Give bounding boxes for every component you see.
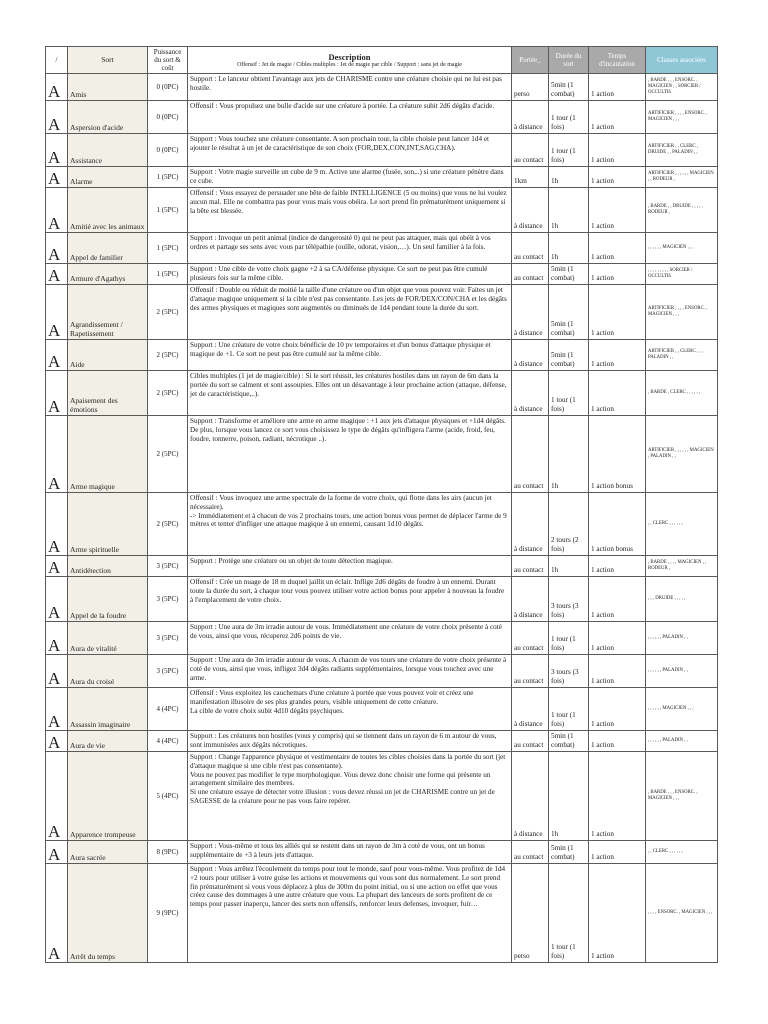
spell-classes: ARTIFICIER , , , , ENSORC. , MAGICIEN , , ,	[646, 101, 718, 134]
spell-name: Apaisement des émotions	[68, 371, 148, 416]
spell-name: Alarme	[68, 167, 148, 188]
spell-duration: 1h	[549, 752, 589, 841]
spell-power: 1 (5PC)	[148, 264, 188, 285]
spell-power: 2 (5PC)	[148, 340, 188, 371]
spell-name: Assassin imaginaire	[68, 688, 148, 731]
spell-range: 1km	[512, 167, 549, 188]
spell-duration: 5min (1 combat)	[549, 74, 589, 101]
spell-power: 4 (4PC)	[148, 688, 188, 731]
spell-row	[46, 188, 718, 233]
spell-power: 3 (5PC)	[148, 577, 188, 622]
spell-range: au contact	[512, 264, 549, 285]
spell-range: au contact	[512, 134, 549, 167]
spell-level-letter: A	[46, 101, 68, 134]
spell-description: Offensif : Vous exploitez les cauchemars d'une créature à portée que vous pouvez voir et créez une manifestation illusoire de ses plus grandes peurs, visible uniquement de cette créature. La cible de votre choix subit 4d10 dégâts psychiques.	[188, 688, 512, 731]
spell-range: à distance	[512, 688, 549, 731]
spell-level-letter: A	[46, 416, 68, 493]
spell-row	[46, 622, 718, 655]
spell-range: perso	[512, 74, 549, 101]
spell-level-letter: A	[46, 264, 68, 285]
spell-power: 8 (9PC)	[148, 841, 188, 864]
spell-name: Antidétection	[68, 556, 148, 577]
spell-range: à distance	[512, 285, 549, 340]
spell-classes: , , CLERC , , , , , ,	[646, 841, 718, 864]
spell-duration: 1h	[549, 556, 589, 577]
spell-classes: ARTIFICIER , , CLERC , , , PALADIN , ,	[646, 340, 718, 371]
header-duration: Durée du sort	[549, 47, 589, 74]
spell-power: 2 (5PC)	[148, 493, 188, 556]
spell-row	[46, 101, 718, 134]
spell-power: 1 (5PC)	[148, 188, 188, 233]
header-row	[46, 47, 718, 74]
spell-duration: 1 tour (1 fois)	[549, 134, 589, 167]
spell-cast-time: 1 action	[589, 167, 646, 188]
header-description	[188, 47, 512, 74]
spell-power: 2 (5PC)	[148, 285, 188, 340]
spell-range: à distance	[512, 340, 549, 371]
spell-range: à distance	[512, 752, 549, 841]
spell-power: 3 (5PC)	[148, 556, 188, 577]
spell-classes: , BARDE , CLERC , , , , , ,	[646, 371, 718, 416]
spell-description: Support : Une cible de votre choix gagne +2 à sa CA/défense physique. Ce sort ne peut pas être cumulé plusieurs fois sur la même cible.	[188, 264, 512, 285]
spell-level-letter: A	[46, 74, 68, 101]
spell-level-letter: A	[46, 340, 68, 371]
spell-classes: ARTIFICIER , , CLERC , DRUIDE , , PALADIN , ,	[646, 134, 718, 167]
spell-cast-time: 1 action bonus	[589, 493, 646, 556]
spell-power: 1 (5PC)	[148, 233, 188, 264]
spell-name: Aura du croisé	[68, 655, 148, 688]
spell-power: 9 (9PC)	[148, 864, 188, 963]
spell-classes: , BARDE , , , ENSORC. , MAGICIEN , , SORCIER / OCCULTIS	[646, 74, 718, 101]
spell-name: Agrandissement / Rapetissement	[68, 285, 148, 340]
spell-power: 1 (5PC)	[148, 167, 188, 188]
spell-classes: , , CLERC , , , , , ,	[646, 493, 718, 556]
spell-range: à distance	[512, 577, 549, 622]
spell-level-letter: A	[46, 655, 68, 688]
spell-range: au contact	[512, 655, 549, 688]
spell-row	[46, 264, 718, 285]
spell-row	[46, 864, 718, 963]
spell-name: Appel de la foudre	[68, 577, 148, 622]
spell-cast-time: 1 action	[589, 101, 646, 134]
spell-name: Aura sacrée	[68, 841, 148, 864]
spell-level-letter: A	[46, 752, 68, 841]
spell-level-letter: A	[46, 134, 68, 167]
spell-description: Support : Vous-même et tous les alliés qui se restent dans un rayon de 3m à coté de vous, ont un bonus supplémentaire de +3 à leurs jets d'attaque.	[188, 841, 512, 864]
spell-table	[45, 46, 718, 963]
spell-range: au contact	[512, 841, 549, 864]
spell-duration: 2 tours (2 fois)	[549, 493, 589, 556]
spell-description: Offensif : Crée un nuage de 18 m duquel jaillit un éclair. Inflige 2d6 dégâts de foudre à un ennemi. Durant toute la durée du sort, à chaque tour vous pouvez utiliser votre action bonus pour appeler à nouveau la foudre à l'emplacement de votre choix.	[188, 577, 512, 622]
spell-level-letter: A	[46, 493, 68, 556]
spell-range: au contact	[512, 233, 549, 264]
spell-cast-time: 1 action	[589, 371, 646, 416]
spell-classes: , BARDE , , , , MAGICIEN , , RODEUR ,	[646, 556, 718, 577]
spell-name: Aspersion d'acide	[68, 101, 148, 134]
spell-name: Appel de familier	[68, 233, 148, 264]
spell-cast-time: 1 action bonus	[589, 416, 646, 493]
spell-name: Arme magique	[68, 416, 148, 493]
spell-cast-time: 1 action	[589, 731, 646, 752]
spell-duration: 1 tour (1 fois)	[549, 101, 589, 134]
spell-level-letter: A	[46, 556, 68, 577]
spell-level-letter: A	[46, 577, 68, 622]
spell-name: Amis	[68, 74, 148, 101]
spell-classes: , , , , , , MAGICIEN , , ,	[646, 688, 718, 731]
spell-row	[46, 841, 718, 864]
spell-sheet	[45, 46, 718, 963]
spell-description: Support : Invoque un petit animal (indice de dangerosité 0) qui ne peut pas attaquer, mais qui obéit à vos ordres et partage ses sens avec vous par télépathie (ouïlle, odorat, vision,…). Un seul familier à la fois.	[188, 233, 512, 264]
header-description-subtitle: Offensif : Jet de magie / Cibles multiples : Jet de magie par cible / Support : sans jet de magie	[237, 61, 462, 68]
spell-description: Offensif : Vous essayez de persuader une bête de faible INTELLIGENCE (5 ou moins) que vous ne lui voulez aucun mal. Elle ne combattra pas pour vous mais vous obéira. Le sort prend fin prématurément uniquement si la bête est blessée.	[188, 188, 512, 233]
spell-name: Apparence trompeuse	[68, 752, 148, 841]
spell-duration: 3 tours (3 fois)	[549, 655, 589, 688]
spell-level-letter: A	[46, 285, 68, 340]
header-range: Portée_	[512, 47, 549, 74]
spell-classes: ARTIFICIER , , , , , , MAGICIEN , , RODEUR ,	[646, 167, 718, 188]
spell-description: Support : Une créature de votre choix bénéficie de 10 pv temporaires et d'un bonus d'attaque physique et magique de +1. Ce sort ne peut pas être cumulé sur la même cible.	[188, 340, 512, 371]
spell-cast-time: 1 action	[589, 688, 646, 731]
header-cast-time: Temps d'incantation	[589, 47, 646, 74]
spell-row	[46, 167, 718, 188]
spell-range: au contact	[512, 731, 549, 752]
spell-cast-time: 1 action	[589, 841, 646, 864]
spell-classes: ARTIFICIER , , , , , , MAGICIEN , PALADIN , ,	[646, 416, 718, 493]
spell-classes: , , , , ENSORC. , MAGICIEN , , ,	[646, 864, 718, 963]
spell-range: au contact	[512, 556, 549, 577]
spell-row	[46, 577, 718, 622]
spell-description: Support : Change l'apparence physique et vestimentaire de toutes les cibles choisies dans la portée du sort (jet d'attaque magique si une cible n'est pas consentante). Vous ne pouvez pas modifier le type morphologique. Vous devez donc choisir une forme qui présente un arrangement similaire des membres. Si une créature essaye de détecter votre illusion : vous devez réussi un jet de CHARISME contre un jet de SAGESSE de la créature pour ne pas vous faire repérer.	[188, 752, 512, 841]
spell-row	[46, 340, 718, 371]
spell-duration: 5min (1 combat)	[549, 264, 589, 285]
spell-duration: 5min (1 combat)	[549, 285, 589, 340]
spell-level-letter: A	[46, 167, 68, 188]
spell-description: Support : Transforme et améliore une arme en arme magique : +1 aux jets d'attaque physiques et +1d4 dégâts. De plus, lorsque vous lancez ce sort vous choisissez le type de dégâts qu'infligera l'arme (acide, froid, feu, foudre, tonnerre, poison, radiant, nécrotique ..).	[188, 416, 512, 493]
spell-row	[46, 731, 718, 752]
spell-range: au contact	[512, 622, 549, 655]
spell-description: Offensif : Vous invoquez une arme spectrale de la forme de votre choix, qui flotte dans les airs (aucun jet nécessaire). -> Immédiatement et à chacun de vos 2 prochains tours, une action bonus vous permet de déplacer l'arme de 9 mètres et tenter d'infliger une attaque magique à un ennemi, causant 1d10 dégâts.	[188, 493, 512, 556]
spell-duration: 1h	[549, 416, 589, 493]
spell-name: Armure d'Agathys	[68, 264, 148, 285]
spell-row	[46, 285, 718, 340]
spell-row	[46, 134, 718, 167]
spell-level-letter: A	[46, 731, 68, 752]
spell-duration: 5min (1 combat)	[549, 731, 589, 752]
spell-description: Support : Votre magie surveille un cube de 9 m. Active une alarme (fusée, son,..) si une créature pénètre dans ce cube.	[188, 167, 512, 188]
spell-range: au contact	[512, 416, 549, 493]
spell-name: Assistance	[68, 134, 148, 167]
spell-level-letter: A	[46, 188, 68, 233]
spell-classes: , , , , , , PALADIN , ,	[646, 731, 718, 752]
spell-name: Aura de vitalité	[68, 622, 148, 655]
header-sort: Sort	[68, 47, 148, 74]
spell-name: Aide	[68, 340, 148, 371]
spell-description: Support : Vous touchez une créature consentante. A son prochain tour, la cible choisie peut lancer 1d4 et ajouter le résultat à un jet de caractéristique de son choix (FOR,DEX,CON,INT,SAG,CHA).	[188, 134, 512, 167]
spell-cast-time: 1 action	[589, 74, 646, 101]
spell-range: à distance	[512, 101, 549, 134]
spell-name: Arme spirituelle	[68, 493, 148, 556]
spell-row	[46, 688, 718, 731]
spell-rows	[46, 74, 718, 963]
spell-row	[46, 233, 718, 264]
spell-power: 0 (0PC)	[148, 101, 188, 134]
spell-power: 0 (0PC)	[148, 134, 188, 167]
spell-duration: 1 tour (1 fois)	[549, 688, 589, 731]
spell-power: 4 (4PC)	[148, 731, 188, 752]
spell-duration: 1h	[549, 188, 589, 233]
spell-level-letter: A	[46, 233, 68, 264]
spell-row	[46, 493, 718, 556]
spell-row	[46, 655, 718, 688]
spell-description: Support : Une aura de 3m irradie autour de vous. Immédiatement une créature de votre choix présente à coté de vous, ainsi que vous, récuperez 2d6 points de vie.	[188, 622, 512, 655]
spell-row	[46, 556, 718, 577]
spell-description: Offensif : Double ou réduit de moitié la taille d'une créature ou d'un objet que vous pouvez voir. Faites un jet d'attaque magique uniquement si la cible n'est pas consentante. Les jets de FOR/DEX/CON/CHA et les dégâts des armes physiques et magiques sont augmentés ou diminués de 1d4 pendant toute la durée du sort.	[188, 285, 512, 340]
header-level: /	[46, 47, 68, 74]
spell-description: Support : Le lanceur obtient l'avantage aux jets de CHARISME contre une créature choisie qui ne lui est pas hostile.	[188, 74, 512, 101]
spell-description: Cibles multiples (1 jet de magie/cible) : Si le sort réussit, les créatures hostiles dans un rayon de 6m dans la portée du sort se calment et sont assoupies. Elles ont un désavantage à leur prochaine action (attaque, défense, jet de caractéristique,..).	[188, 371, 512, 416]
header-power: Puissance du sort & coût	[148, 47, 188, 74]
spell-cast-time: 1 action	[589, 233, 646, 264]
spell-cast-time: 1 action	[589, 134, 646, 167]
spell-cast-time: 1 action	[589, 264, 646, 285]
spell-level-letter: A	[46, 841, 68, 864]
spell-duration: 1h	[549, 233, 589, 264]
spell-duration: 5min (1 combat)	[549, 340, 589, 371]
header-classes: Classes associées	[646, 47, 718, 74]
spell-range: à distance	[512, 493, 549, 556]
spell-power: 0 (0PC)	[148, 74, 188, 101]
spell-description: Support : Vous arrêtez l'écoulement du temps pour tout le monde, sauf pour vous-même. Vous profitez de 1d4 +2 tours pour utiliser à votre guise les actions et mouvements qui vous sont dus normalement. Le sort prend fin prématurément si vous vous déplacez à plus de 300m du point initial, ou si une action ou effet que vous créez cause des dommages à une autre créature que vous. La phupart des lanceurs de sorts profitent de ce temps pour passer inaperçu, lancer des sorts non offensifs, renforcer leurs defenses, invoquer, fuir…	[188, 864, 512, 963]
spell-row	[46, 416, 718, 493]
spell-name: Aura de vie	[68, 731, 148, 752]
spell-description: Support : Protège une créature ou un objet de toute détection magique.	[188, 556, 512, 577]
spell-row	[46, 371, 718, 416]
spell-cast-time: 1 action	[589, 285, 646, 340]
spell-description: Support : Les créatures non hostiles (vous y compris) qui se tiennent dans un rayon de 6 m autour de vous, sont immunisées aux dégâts nécrotiques.	[188, 731, 512, 752]
spell-range: à distance	[512, 188, 549, 233]
spell-cast-time: 1 action	[589, 577, 646, 622]
spell-cast-time: 1 action	[589, 655, 646, 688]
spell-classes: , BARDE , , , ENSORC. , MAGICIEN , , ,	[646, 752, 718, 841]
spell-classes: , BARDE , , DRUIDE , , , , , RODEUR ,	[646, 188, 718, 233]
spell-power: 2 (5PC)	[148, 416, 188, 493]
spell-cast-time: 1 action	[589, 622, 646, 655]
spell-level-letter: A	[46, 622, 68, 655]
spell-power: 2 (5PC)	[148, 371, 188, 416]
spell-duration: 1 tour (1 fois)	[549, 864, 589, 963]
spell-duration: 1 tour (1 fois)	[549, 622, 589, 655]
spell-description: Offensif : Vous propulsez une bulle d'acide sur une créature à portée. La créature subit 2d6 dégâts d'acide.	[188, 101, 512, 134]
spell-level-letter: A	[46, 864, 68, 963]
spell-classes: , , , , , , PALADIN , ,	[646, 655, 718, 688]
spell-classes: , , , , , , PALADIN , ,	[646, 622, 718, 655]
spell-cast-time: 1 action	[589, 752, 646, 841]
spell-range: perso	[512, 864, 549, 963]
spell-cast-time: 1 action	[589, 340, 646, 371]
header-description-title: Description	[328, 51, 371, 62]
spell-duration: 1 tour (1 fois)	[549, 371, 589, 416]
spell-level-letter: A	[46, 371, 68, 416]
spell-row	[46, 74, 718, 101]
spell-row	[46, 752, 718, 841]
spell-classes: ARTIFICIER , , , , ENSORC. , MAGICIEN , , ,	[646, 285, 718, 340]
spell-duration: 3 tours (3 fois)	[549, 577, 589, 622]
spell-cast-time: 1 action	[589, 864, 646, 963]
spell-classes: , , , DRUIDE , , , , ,	[646, 577, 718, 622]
spell-classes: , , , , , , , , , SORCIER / OCCULTIS	[646, 264, 718, 285]
spell-duration: 5min (1 combat)	[549, 841, 589, 864]
spell-duration: 1h	[549, 167, 589, 188]
spell-description: Support : Une aura de 3m irradie autour de vous. A chacun de vos tours une créature de votre choix présente à coté de vous, ainsi que vous, infligez 3d4 dégâts radiants supplémentaires, lorsque vous touchez avec une arme.	[188, 655, 512, 688]
spell-name: Arrêt du temps	[68, 864, 148, 963]
spell-name: Amitié avec les animaux	[68, 188, 148, 233]
spell-cast-time: 1 action	[589, 556, 646, 577]
spell-level-letter: A	[46, 688, 68, 731]
spell-power: 3 (5PC)	[148, 655, 188, 688]
spell-classes: , , , , , , MAGICIEN , , ,	[646, 233, 718, 264]
spell-range: à distance	[512, 371, 549, 416]
spell-cast-time: 1 action	[589, 188, 646, 233]
spell-power: 5 (4PC)	[148, 752, 188, 841]
spell-power: 3 (5PC)	[148, 622, 188, 655]
